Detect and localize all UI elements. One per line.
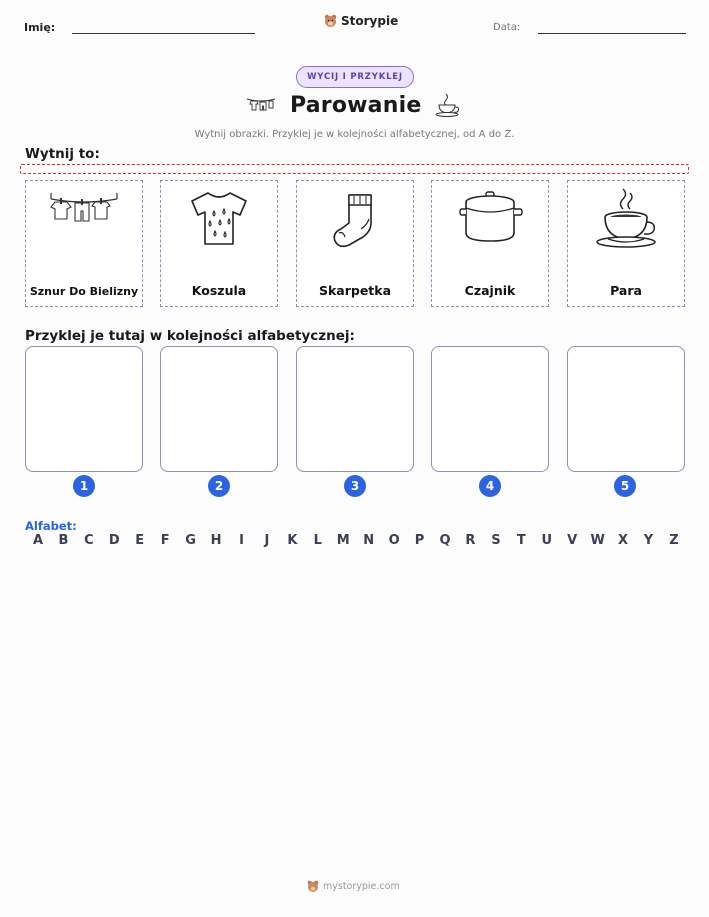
alphabet-letter: X bbox=[618, 533, 629, 548]
alphabet-letter: A bbox=[32, 533, 44, 548]
card-label: Koszula bbox=[191, 283, 247, 298]
alphabet-letter: G bbox=[185, 533, 196, 548]
cut-card-clothesline[interactable] bbox=[25, 180, 143, 307]
bear-logo-icon bbox=[324, 14, 337, 28]
alphabet-letter: S bbox=[491, 533, 501, 548]
alphabet-letter: I bbox=[239, 533, 244, 548]
alphabet-letter: M bbox=[336, 533, 350, 548]
slot-number-2: 2 bbox=[208, 475, 230, 497]
alphabet-letter: D bbox=[108, 533, 120, 548]
cut-section-heading: Wytnij to: bbox=[25, 146, 100, 162]
alphabet-letter: K bbox=[287, 533, 298, 548]
paste-slot-1[interactable] bbox=[25, 346, 143, 472]
alphabet-letter: W bbox=[590, 533, 605, 548]
brand-name: Storypie bbox=[341, 14, 399, 28]
shirt-icon bbox=[186, 189, 252, 249]
date-label: Data: bbox=[493, 22, 521, 33]
alphabet-letter: Y bbox=[643, 533, 654, 548]
alphabet-letter: C bbox=[84, 533, 94, 548]
date-line[interactable] bbox=[538, 33, 686, 34]
footer bbox=[307, 880, 400, 893]
alphabet-letter: T bbox=[516, 533, 526, 548]
instructions-text: Wytnij obrazki. Przyklej je w kolejności alfabetycznej, od A do Z. bbox=[194, 129, 515, 140]
slot-number-4: 4 bbox=[479, 475, 501, 497]
alphabet-letter: L bbox=[313, 533, 322, 548]
alphabet-letter: R bbox=[465, 533, 476, 548]
clothesline-icon bbox=[49, 189, 119, 229]
alphabet-letter: E bbox=[135, 533, 145, 548]
alphabet-letter: H bbox=[210, 533, 222, 548]
activity-badge: WYCIJ I PRZYKLEJ bbox=[296, 66, 414, 88]
paste-slot-5[interactable] bbox=[567, 346, 685, 472]
paste-slot-3[interactable] bbox=[296, 346, 414, 472]
steaming-cup-icon bbox=[593, 187, 659, 249]
cut-line bbox=[20, 164, 689, 174]
paste-slot-4[interactable] bbox=[431, 346, 549, 472]
alphabet-label: Alfabet: bbox=[25, 519, 77, 533]
alphabet-letter: N bbox=[363, 533, 375, 548]
card-label: Para bbox=[610, 283, 642, 298]
brand-logo bbox=[324, 14, 398, 28]
bear-footer-icon bbox=[307, 880, 319, 893]
card-label: Czajnik bbox=[464, 283, 516, 298]
slot-number-5: 5 bbox=[614, 475, 636, 497]
worksheet-title: Parowanie bbox=[290, 93, 422, 118]
alphabet-row bbox=[28, 533, 684, 548]
alphabet-letter: Z bbox=[669, 533, 679, 548]
cut-card-steam[interactable] bbox=[567, 180, 685, 307]
teacup-title-icon bbox=[434, 92, 462, 118]
sock-icon bbox=[327, 189, 383, 249]
name-label: Imię: bbox=[24, 21, 56, 34]
alphabet-letter: P bbox=[414, 533, 425, 548]
slot-number-1: 1 bbox=[73, 475, 95, 497]
alphabet-letter: J bbox=[264, 533, 270, 548]
name-line[interactable] bbox=[72, 33, 255, 34]
slot-number-3: 3 bbox=[344, 475, 366, 497]
cut-card-pot[interactable] bbox=[431, 180, 549, 307]
footer-site[interactable]: mystorypie.com bbox=[323, 881, 400, 892]
cut-card-sock[interactable] bbox=[296, 180, 414, 307]
card-label: Sznur Do Bielizny bbox=[29, 285, 139, 298]
cut-card-shirt[interactable] bbox=[160, 180, 278, 307]
alphabet-letter: F bbox=[160, 533, 170, 548]
paste-slot-2[interactable] bbox=[160, 346, 278, 472]
alphabet-letter: V bbox=[567, 533, 578, 548]
alphabet-letter: O bbox=[388, 533, 400, 548]
alphabet-letter: U bbox=[541, 533, 553, 548]
card-label: Skarpetka bbox=[318, 283, 392, 298]
pot-icon bbox=[457, 189, 523, 249]
paste-section-heading: Przyklej je tutaj w kolejności alfabetycznej: bbox=[25, 328, 355, 344]
alphabet-letter: B bbox=[58, 533, 69, 548]
alphabet-letter: Q bbox=[439, 533, 451, 548]
clothesline-title-icon bbox=[246, 96, 276, 114]
